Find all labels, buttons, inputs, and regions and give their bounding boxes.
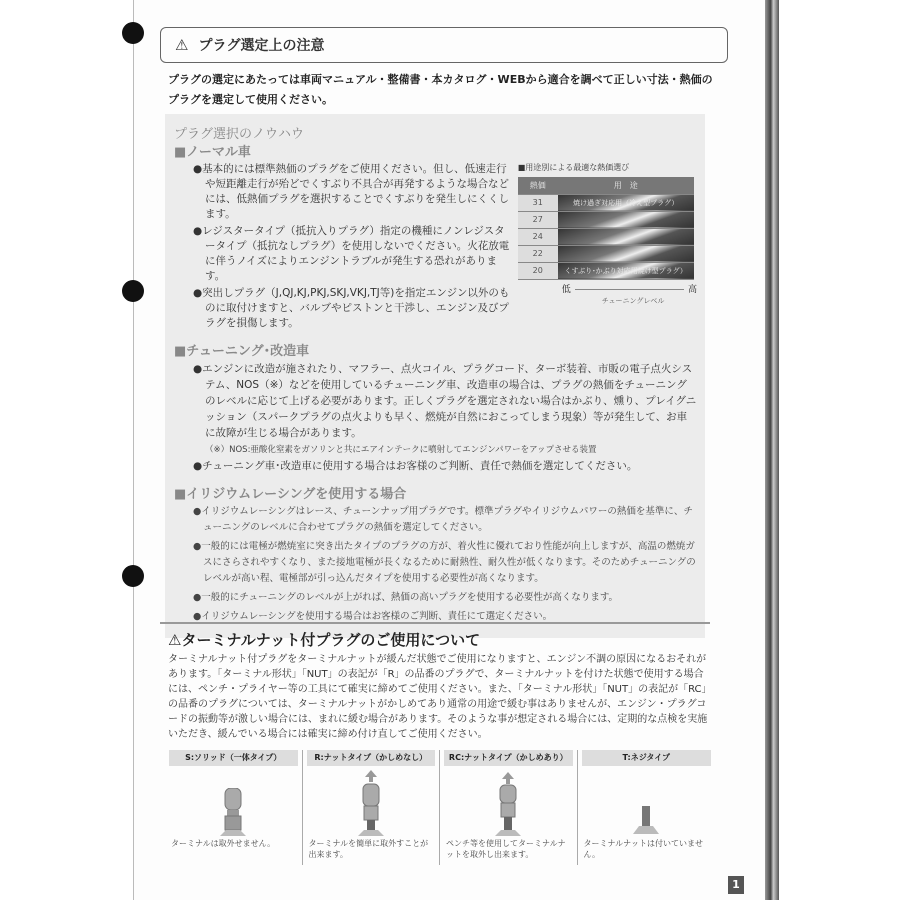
bullet: ●イリジウムレーシングを使用する場合はお客様のご判断、責任にて選定ください。 [193, 611, 553, 622]
bullet: ●エンジンに改造が施されたり、マフラー、点火コイル、プラグコード、ターボ装着、市販の電子点火システム、NOS（※）などを使用しているチューニング車、改造車の場合は、プラグの熱価をチューニングのレベルに応じて上げる必要があります。正しくプラグを選定されない場合はかぶり、燻り、プレイグニッション（スパークプラグの点火よりも早く、燃焼が自然におこってしまう現象）等が発生して、お車に故障が生じる場合があります。 [193, 363, 697, 439]
type-label: RC:ナットタイプ（かしめあり） [444, 750, 573, 766]
use-cell [558, 245, 694, 262]
knowhow-title: プラグ選択のノウハウ [174, 127, 305, 142]
bullet: ●突出しプラグ（J,QJ,KJ,PKJ,SKJ,VKJ,TJ等)を指定エンジン以外のものに取付けますと、バルブやピストンと干渉し、エンジン及びプラグを損傷します。 [193, 287, 510, 329]
col-use: 用 途 [558, 177, 694, 194]
bullet: ●レジスタータイプ（抵抗入りプラグ）指定の機種にノンレジスタータイプ（抵抗なしプラグ）を使用しないでください。火花放電に伴うノイズによりエンジントラブルが発生する恐れがあります。 [193, 225, 510, 282]
nut-terminal-icon [356, 770, 386, 836]
intro-line: プラグを選定して使用ください。 [168, 93, 333, 106]
heat-value: 31 [518, 194, 558, 211]
page-edge [765, 0, 779, 900]
iridium-heading: ■イリジウムレーシングを使用する場合 [174, 487, 407, 502]
normal-section [174, 162, 697, 333]
use-cell: くすぶり･かぶり対応用焼け型プラグ） [558, 262, 694, 279]
type-label: S:ソリッド（一体タイプ） [169, 750, 298, 766]
use-cell: 焼け過ぎ対応用（冷え型プラグ） [558, 194, 694, 211]
type-label: R:ナットタイプ（かしめなし） [307, 750, 436, 766]
crimped-nut-terminal-icon [493, 772, 523, 836]
terminal-body: ターミナルナット付プラグをターミナルナットが緩んだ状態でご使用になりますと、エンジン不調の原因になるおそれがあります。「ターミナル形状」「NUT」の表記が「R」の品番のプラグで、ターミナルナットを付けた状態で使用する場合には、ペンチ・プライヤー等の工具にて確実に締めてご使用ください。また、「ターミナル形状」「NUT」の表記が「RC」の品番のプラグについては、ターミナルナットがかしめてあり通常の用途で緩む事はありませんが、エンジン・プラグコードの振動等が激しい場合には、まれに緩む場合があります。そのような事が想定される場合には、定期的な点検を実施いただき、緩んでいる場合には確実に締め付け直してご使用ください。 [168, 654, 712, 740]
divider [160, 622, 710, 624]
heat-range-table [518, 177, 694, 280]
tuning-bullets [174, 361, 697, 474]
terminal-heading [160, 630, 720, 650]
terminal-title: ターミナルナット付プラグのご使用について [181, 631, 481, 649]
heat-value: 24 [518, 228, 558, 245]
type-caption: ターミナルは取外せません。 [171, 839, 276, 848]
axis-label: チューニングレベル [601, 296, 665, 305]
type-label: T:ネジタイプ [582, 750, 712, 766]
col-heat: 熱価 [518, 177, 558, 194]
intro-text [168, 70, 738, 110]
section-header [160, 27, 728, 63]
iridium-bullets [174, 504, 697, 625]
screw-terminal-icon [631, 806, 661, 834]
heat-range-chart [518, 162, 697, 306]
type-caption: ターミナルナットは付いていません。 [583, 839, 703, 859]
section-title: プラグ選定上の注意 [198, 38, 325, 54]
use-cell [558, 211, 694, 228]
terminal-section [160, 622, 720, 865]
spacer [174, 333, 697, 343]
type-rc [440, 750, 578, 865]
type-caption: ターミナルを簡単に取外すことが出来ます。 [308, 839, 429, 859]
bullet: ●イリジウムレーシングはレース、チューンナップ用プラグです。標準プラグやイリジウムパワーの熱価を基準に、チューニングのレベルに合わせてプラグの熱価を選定してください。 [193, 506, 693, 533]
chart-title: ■用途別による最適な熱価選び [517, 163, 630, 172]
use-cell [558, 228, 694, 245]
tuning-heading: ■チューニング･改造車 [174, 344, 310, 359]
bullet: ●チューニング車･改造車に使用する場合はお客様のご判断、責任で熱価を選定してください。 [193, 460, 638, 472]
intro-line: プラグの選定にあたっては車両マニュアル・整備書・本カタログ・WEBから適合を調べて正しい寸法・熱価の [168, 73, 713, 86]
bullet: ●一般的にチューニングのレベルが上がれば、熱価の高いプラグを使用する必要性が高くなります。 [193, 592, 619, 603]
knowhow-panel [165, 114, 705, 638]
solid-terminal-icon [218, 788, 248, 836]
heat-value: 22 [518, 245, 558, 262]
spacer [174, 476, 697, 486]
heat-value: 20 [518, 262, 558, 279]
axis-high: 高 [687, 284, 697, 295]
arrow-icon [575, 289, 684, 290]
warning-icon: ⚠ [175, 36, 189, 54]
type-s [165, 750, 303, 865]
type-r [303, 750, 441, 865]
bullet: ●基本的には標準熱価のプラグをご使用ください。但し、低速走行や短距離走行が殆どでくすぶり不具合が再発するような場合などには、低熱価プラグを選択することでくすぶりを発生しにくくします。 [193, 163, 509, 220]
axis-low: 低 [561, 284, 571, 295]
warning-icon: ⚠ [168, 631, 182, 649]
tuning-axis [562, 284, 697, 296]
terminal-types [165, 750, 715, 865]
heat-value: 27 [518, 211, 558, 228]
bullet: ●一般的には電極が燃焼室に突き出たタイプのプラグの方が、着火性に優れており性能が向上しますが、高温の燃焼ガスにさらされやすくなり、また接地電極が長くなるために耐熱性、耐久性が低くなります。そのためチューニングのレベルが高い程、電極部が引っ込んだタイプを使用する必要性が高くなります。 [193, 541, 696, 584]
normal-bullets [193, 162, 510, 333]
binder-hole [122, 22, 144, 44]
page-number: 1 [728, 876, 744, 894]
normal-heading: ■ノーマル車 [174, 145, 251, 160]
type-t [578, 750, 716, 865]
type-caption: ペンチ等を使用してターミナルナットを取外し出来ます。 [446, 839, 566, 859]
binder-hole [122, 565, 144, 587]
binder-hole [122, 280, 144, 302]
footnote: （※）NOS:亜酸化窒素をガソリンと共にエアインテークに噴射してエンジンパワーをアップさせる装置 [205, 445, 597, 455]
